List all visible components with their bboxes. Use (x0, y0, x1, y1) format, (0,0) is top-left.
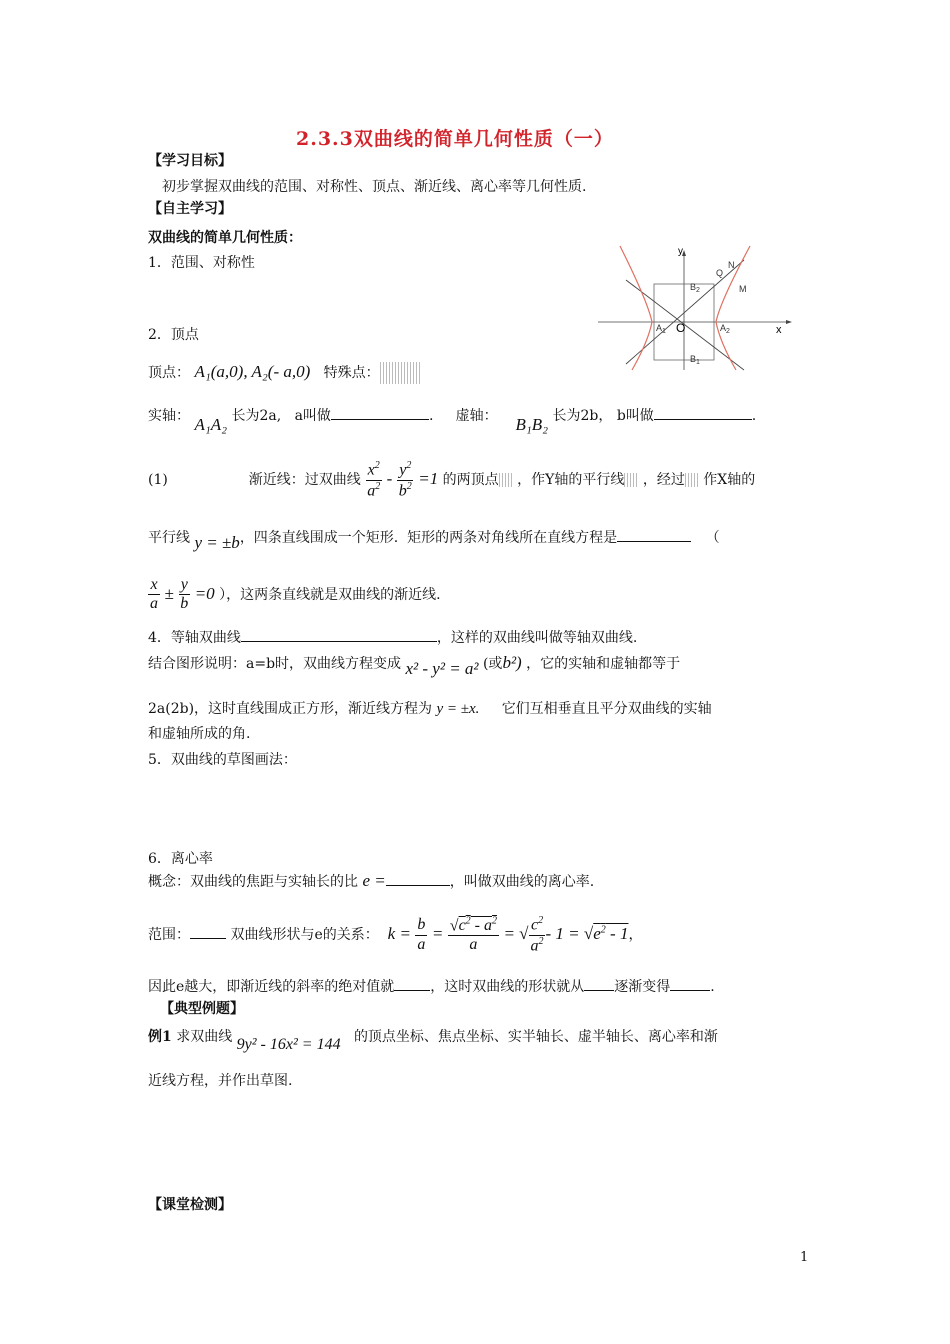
combine-text-2: ，它的实轴和虚轴都等于 (526, 656, 681, 672)
therefore-text-2: ，这时双曲线的形状就从 (430, 979, 585, 995)
x-over-a: $\frac{x}{a}$ (150, 576, 158, 613)
m-label: M (739, 284, 747, 294)
q-label: Q (716, 268, 724, 278)
real-axis-length: 长为2a, (231, 408, 282, 424)
asymptote-line: (1) 渐近线：过双曲线 $\frac{x^2}{a^2}$ - $\frac{y^2}{b^2}$ =1 的两顶点 ，作Y轴的平行线 ，经过 作X轴的 (148, 460, 756, 500)
imag-axis-length: 长为2b， (552, 408, 613, 424)
special-points-image (380, 362, 422, 384)
asymptote-text-2: 的两顶点 (442, 472, 499, 489)
item-1: 1．范围、对称性 (148, 255, 255, 271)
square-formula: y = ±x. (436, 701, 480, 717)
combine-line (148, 653, 681, 678)
example-1-text-2: 的顶点坐标、焦点坐标、实半轴长、虚半轴长、离心率和渐 (353, 1029, 718, 1045)
range-k: k = (387, 924, 411, 944)
c2-over-a2: $\frac{c^2}{a^2}$ (530, 915, 544, 955)
example-1-label: 例1 (148, 1029, 172, 1045)
b-over-a: $\frac{b}{a}$ (417, 916, 426, 953)
example-1-text-1: 求双曲线 (176, 1029, 233, 1045)
y-over-b: $\frac{y}{b}$ (180, 576, 189, 613)
b-called: b叫做 (616, 408, 654, 424)
concept-line (148, 871, 594, 891)
a-called: a叫做 (294, 408, 331, 424)
real-axis-label: 实轴： (148, 408, 190, 424)
special-points-label: 特殊点： (323, 365, 380, 381)
origin-label: O (676, 321, 686, 335)
paren-open: （ (705, 530, 720, 546)
parallel-text-1: 平行线 (148, 530, 190, 546)
parallel-formula: y = ±b (194, 533, 240, 552)
equilateral-blank (241, 627, 437, 642)
item-4-line (148, 627, 637, 647)
hyperbola-figure (596, 242, 796, 372)
range-text-1: 范围： (148, 927, 190, 944)
imag-axis-symbol: B₁B₂ (515, 415, 549, 434)
item-6: 6．离心率 (148, 851, 213, 867)
square-text: 2a(2b)，这时直线围成正方形，渐近线方程为 (148, 701, 433, 717)
axis-line: 实轴： A₁A₂ 长为2a, a叫做 . 虚轴： B₁B₂ 长为2b， b叫做 . (148, 405, 756, 425)
asymptote-text-1: 渐近线：过双曲线 (248, 472, 361, 489)
vertex-label: 顶点： (148, 365, 190, 381)
y2-over-b2: $\frac{y^2}{b^2}$ (398, 460, 412, 500)
page-title: 2.3.3双曲线的简单几何性质（一） (296, 128, 614, 150)
a-name-blank (331, 405, 429, 420)
item-5: 5．双曲线的草图画法： (148, 752, 297, 768)
eccentricity-blank (386, 871, 450, 886)
b1-label: $B_1$ (690, 354, 700, 366)
example-1-line (148, 1027, 718, 1053)
asymptote-text-3: ，作Y轴的平行线 (517, 472, 625, 489)
diagonal-equation-line: $\frac{x}{a}$ ± $\frac{y}{b}$ =0 ），这两条直线就是双曲线的渐近线. (150, 576, 441, 613)
goal-text: 初步掌握双曲线的范围、对称性、顶点、渐近线、离心率等几何性质. (162, 179, 587, 195)
combine-text-1: 结合图形说明：a=b时，双曲线方程变成 (148, 656, 402, 672)
diagonal-text: ），这两条直线就是双曲线的渐近线. (219, 586, 441, 603)
b2-label: $B_2$ (690, 282, 700, 294)
vertex-line (148, 362, 422, 384)
diagonal-blank (617, 527, 691, 542)
item-4-tail: ，这样的双曲线叫做等轴双曲线. (436, 630, 638, 646)
a1-label: $A_1$ (656, 323, 666, 335)
asymptote-text-4: ，经过 (642, 472, 685, 489)
example-1-formula: 9y² - 16x² = 144 (236, 1036, 341, 1053)
y-axis-label: y (678, 246, 683, 257)
page-number: 1 (800, 1250, 809, 1265)
combine-b2: b²) (502, 653, 522, 672)
x-axis-arrow (786, 320, 792, 324)
shape-to-blank (670, 976, 710, 991)
imag-axis-label: 虚轴： (455, 408, 498, 424)
vertex-formula: A₁(a,0), A₂(- a,0) (194, 362, 311, 381)
goal-heading: 【学习目标】 (148, 153, 232, 169)
parallel-text-3: 矩形的两条对角线所在直线方程是 (407, 530, 618, 546)
concept-formula: e = (362, 871, 386, 890)
range-line: 范围： 双曲线形状与e的关系： k = $\frac{b}{a}$ = $\frac{√c^2 - a^2}{a}$ = √ $\frac{c^2}{a^2}$ - $1 = √e^2 - 1$， (148, 915, 643, 955)
sqrt-c2-a2-over-a: $\frac{√c^2 - a^2}{a}$ (449, 915, 497, 954)
concept-text-2: ，叫做双曲线的离心率. (449, 874, 595, 890)
combine-formula: x² - y² = a² (405, 659, 479, 678)
item-2: 2．顶点 (148, 327, 199, 343)
self-study-heading: 【自主学习】 (148, 201, 232, 217)
examples-heading: 【典型例题】 (160, 1001, 244, 1017)
asymptote-text-5: 作X轴的 (703, 472, 756, 489)
a2-label: $A_2$ (720, 323, 730, 335)
range-text-2: 双曲线形状与e的关系： (230, 927, 379, 944)
example-1-text-3: 近线方程，并作出草图. (148, 1073, 293, 1089)
range-blank (190, 924, 226, 939)
x2-over-a2: $\frac{x^2}{a^2}$ (367, 460, 381, 500)
hyperbola-left-branch (620, 246, 652, 370)
parallel-text-2: ，四条直线围成一个矩形. (239, 530, 399, 546)
b-name-blank (654, 405, 752, 420)
therefore-text-3: 逐渐变得 (614, 979, 671, 995)
therefore-text-1: 因此e越大，即渐近线的斜率的绝对值就 (148, 979, 395, 995)
square-text-2: 它们互相垂直且平分双曲线的实轴 (501, 701, 712, 717)
slope-blank (394, 976, 430, 991)
parallel-line (148, 527, 720, 552)
real-axis-symbol: A₁A₂ (194, 415, 228, 434)
square-line (148, 700, 712, 718)
combine-or: (或 (482, 656, 503, 672)
shape-from-blank (584, 976, 614, 991)
item-4: 4．等轴双曲线 (148, 630, 241, 646)
x-axis-label: x (776, 324, 782, 336)
therefore-line: 因此e越大，即渐近线的斜率的绝对值就 ，这时双曲线的形状就从 逐渐变得 . (148, 976, 715, 996)
item-3-number: (1) (148, 472, 168, 489)
n-label: N (728, 260, 735, 270)
check-heading: 【课堂检测】 (148, 1197, 232, 1213)
concept-text-1: 概念：双曲线的焦距与实轴长的比 (148, 874, 358, 890)
square-text-3: 和虚轴所成的角. (148, 726, 251, 742)
properties-heading: 双曲线的简单几何性质： (148, 230, 302, 246)
